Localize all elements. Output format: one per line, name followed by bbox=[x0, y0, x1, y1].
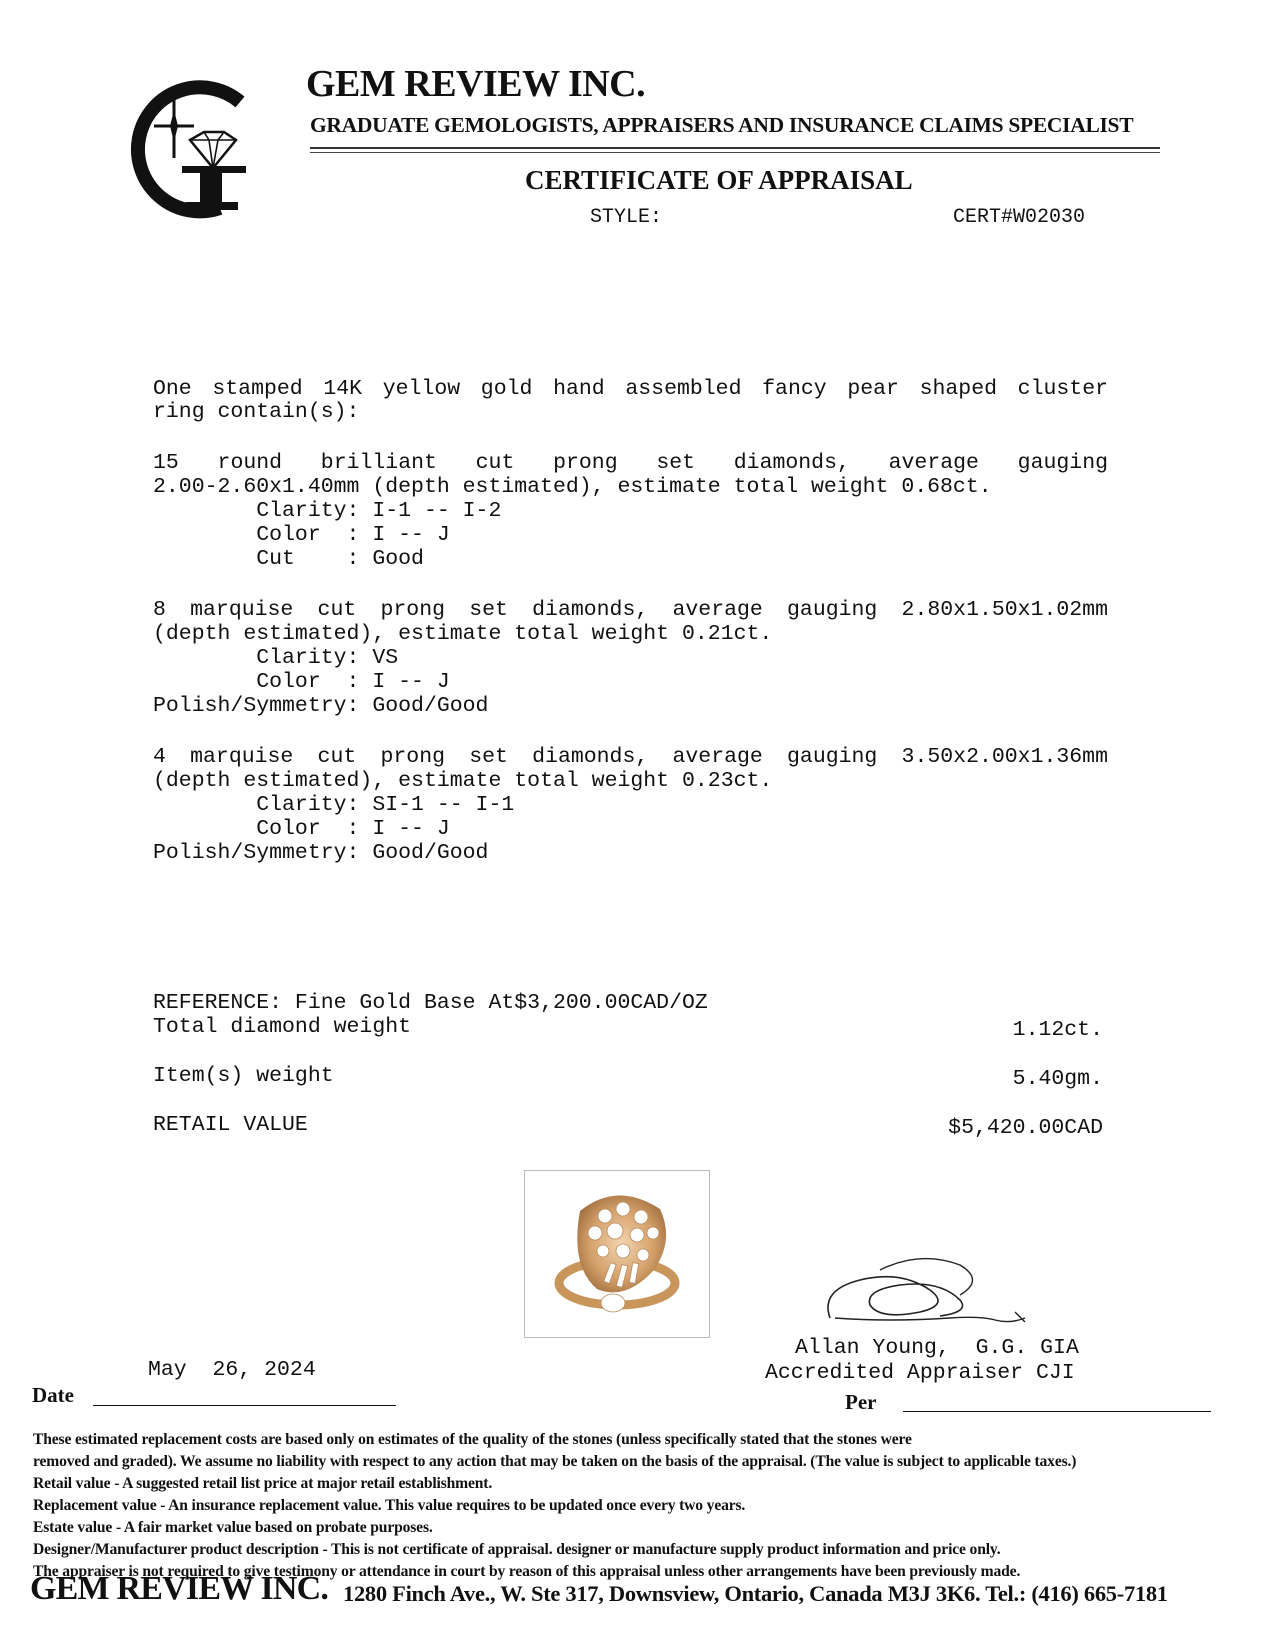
stone-group-line: (depth estimated), estimate total weight 0.23ct. bbox=[153, 769, 773, 793]
per-label: Per bbox=[845, 1390, 877, 1414]
stone-group-line: 15 round brilliant cut prong set diamonds, average gauging bbox=[153, 451, 1108, 475]
date-label: Date bbox=[32, 1383, 74, 1407]
ring-photo bbox=[524, 1170, 710, 1338]
color-row: Color : I -- J bbox=[153, 817, 450, 841]
footer-company-name: GEM REVIEW INC. bbox=[30, 1570, 329, 1607]
disclaimer-line: removed and graded). We assume no liability with respect to any action that may be taken on the basis of the appraisal. (The value is subject to applicable taxes.) bbox=[33, 1453, 1077, 1470]
date-value: May 26, 2024 bbox=[148, 1358, 316, 1382]
disclaimer-line: Replacement value - An insurance replacement value. This value requires to be updated once every two years. bbox=[33, 1497, 746, 1514]
header-rule-thin bbox=[310, 152, 1160, 153]
stone-group-line: 4 marquise cut prong set diamonds, average gauging 3.50x2.00x1.36mm bbox=[153, 745, 1108, 769]
polish-row: Polish/Symmetry: Good/Good bbox=[153, 841, 489, 865]
item-weight-label: Item(s) weight bbox=[153, 1064, 334, 1088]
description-line: One stamped 14K yellow gold hand assembled fancy pear shaped cluster bbox=[153, 377, 1108, 401]
clarity-row: Clarity: VS bbox=[153, 646, 399, 670]
polish-row: Polish/Symmetry: Good/Good bbox=[153, 694, 489, 718]
company-tagline: GRADUATE GEMOLOGISTS, APPRAISERS AND INSURANCE CLAIMS SPECIALIST bbox=[310, 113, 1134, 137]
total-diamond-label: Total diamond weight bbox=[153, 1015, 412, 1039]
clarity-row: Clarity: SI-1 -- I-1 bbox=[153, 793, 515, 817]
disclaimer-line: Retail value - A suggested retail list price at major retail establishment. bbox=[33, 1475, 493, 1492]
company-name: GEM REVIEW INC. bbox=[306, 63, 646, 105]
disclaimer-line: Estate value - A fair market value based on probate purposes. bbox=[33, 1519, 433, 1536]
color-row: Color : I -- J bbox=[153, 670, 450, 694]
style-label: STYLE: bbox=[590, 206, 663, 229]
appraiser-signature bbox=[810, 1250, 1060, 1340]
stone-group-line: 2.00-2.60x1.40mm (depth estimated), estimate total weight 0.68ct. bbox=[153, 475, 992, 499]
appraiser-name: Allan Young, G.G. GIA bbox=[795, 1336, 1079, 1360]
header-rule bbox=[310, 147, 1160, 149]
item-weight-value: 5.40gm. bbox=[1012, 1067, 1103, 1091]
total-diamond-value: 1.12ct. bbox=[1012, 1018, 1103, 1042]
disclaimer-line: These estimated replacement costs are based only on estimates of the quality of the stones (unless specifically stated that the stones were bbox=[33, 1431, 912, 1448]
retail-value-label: RETAIL VALUE bbox=[153, 1113, 308, 1137]
stone-group-line: (depth estimated), estimate total weight 0.21ct. bbox=[153, 622, 773, 646]
company-logo bbox=[112, 70, 262, 220]
per-signature-line bbox=[903, 1411, 1211, 1412]
stone-group-line: 8 marquise cut prong set diamonds, average gauging 2.80x1.50x1.02mm bbox=[153, 598, 1108, 622]
clarity-row: Clarity: I-1 -- I-2 bbox=[153, 499, 502, 523]
reference-line: REFERENCE: Fine Gold Base At$3,200.00CAD/OZ bbox=[153, 991, 708, 1015]
color-row: Color : I -- J bbox=[153, 523, 450, 547]
description-line: ring contain(s): bbox=[153, 400, 360, 424]
footer-address: 1280 Finch Ave., W. Ste 317, Downsview, Ontario, Canada M3J 3K6. Tel.: (416) 665-7181 bbox=[343, 1581, 1168, 1606]
disclaimer-line: Designer/Manufacturer product description - This is not certificate of appraisal. designer or manufacture supply product information and price only. bbox=[33, 1541, 1001, 1558]
cut-row: Cut : Good bbox=[153, 547, 424, 571]
date-signature-line bbox=[93, 1405, 396, 1406]
appraiser-title: Accredited Appraiser CJI bbox=[765, 1361, 1075, 1385]
retail-value: $5,420.00CAD bbox=[948, 1116, 1103, 1140]
cert-number: CERT#W02030 bbox=[953, 206, 1086, 229]
certificate-title: CERTIFICATE OF APPRAISAL bbox=[525, 165, 913, 195]
disclaimer-line: The appraiser is not required to give testimony or attendance in court by reason of this appraisal unless other arrangements have been previously made. bbox=[33, 1563, 1021, 1580]
